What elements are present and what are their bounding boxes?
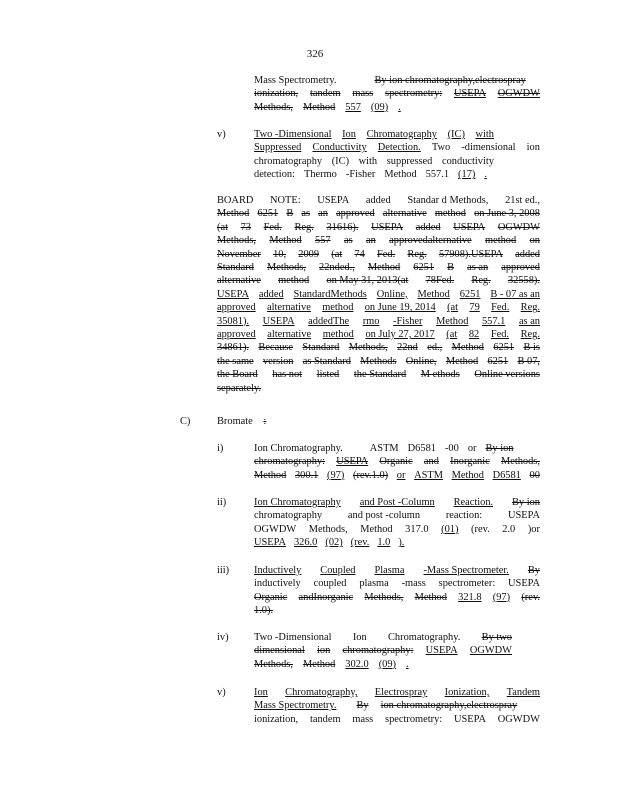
- underlined-text: Method: [436, 315, 469, 327]
- text-run: Chromatography.: [388, 632, 461, 643]
- strikethrough-text: 22nded.,: [319, 262, 355, 274]
- strikethrough-text: ion: [317, 645, 331, 657]
- strikethrough-text: ion chromatography,electrospray: [380, 700, 518, 712]
- underlined-text: 6251: [459, 288, 481, 300]
- text-run: Methods,: [308, 523, 348, 535]
- strikethrough-text: on: [529, 235, 540, 247]
- text-run: Mass Spectrometry.: [254, 75, 337, 86]
- underlined-text: Inductively: [254, 565, 302, 576]
- strikethrough-text: Methods,: [348, 342, 388, 354]
- strikethrough-text: (rev.1.0): [353, 469, 389, 481]
- strikethrough-text: Method: [269, 235, 302, 247]
- underlined-text: .: [406, 658, 409, 670]
- underlined-text: -Fisher: [393, 315, 423, 327]
- strikethrough-text: Method: [302, 101, 336, 113]
- board-note-line: [217, 288, 540, 301]
- underlined-text: 79: [469, 302, 480, 314]
- board-note-line: [217, 274, 540, 287]
- strikethrough-text: Method: [254, 469, 287, 481]
- strikethrough-text: 34861).: [217, 342, 250, 354]
- text-run: OGWDW: [497, 713, 540, 725]
- text-run: mass: [352, 713, 374, 725]
- text-run: -mass: [401, 578, 426, 590]
- section-title: Bromate: [217, 416, 253, 427]
- text-run: Ionization,: [444, 687, 490, 698]
- underlined-text: Reg.: [520, 329, 540, 341]
- strikethrough-text: ionization,: [254, 88, 299, 100]
- strikethrough-text: 00: [529, 469, 540, 481]
- strikethrough-text: as: [301, 208, 311, 220]
- underlined-text: method: [322, 302, 354, 314]
- item-marker: iii): [217, 565, 230, 576]
- strikethrough-text: 32558).: [507, 275, 540, 287]
- strikethrough-text: USEPA: [371, 221, 404, 233]
- underlined-text: B - 07 as an: [490, 288, 540, 300]
- strikethrough-text: 557: [315, 235, 331, 247]
- underlined-text: method: [322, 329, 354, 341]
- text-run: Ion: [254, 687, 268, 698]
- strikethrough-text: By two: [481, 632, 512, 643]
- strikethrough-text: 10,: [273, 248, 287, 260]
- underlined-text: USEPA: [336, 456, 369, 468]
- strikethrough-text: (at: [331, 248, 343, 260]
- board-note-line: [217, 234, 540, 247]
- strikethrough-text: tandem: [309, 88, 341, 100]
- board-note-line: [217, 207, 540, 220]
- text-run: USEPA: [317, 195, 350, 206]
- underlined-text: on June 19, 2014: [364, 302, 436, 314]
- text-run: 317.0: [405, 523, 429, 535]
- strikethrough-text: Method: [217, 208, 250, 220]
- underlined-text: (01): [441, 523, 459, 535]
- text-run: NOTE:: [270, 195, 301, 206]
- board-note-line: [217, 341, 540, 354]
- text-run: 2.0: [502, 523, 516, 535]
- underlined-text: Mass Spectrometry.: [254, 700, 337, 712]
- underlined-text: (97): [492, 591, 511, 603]
- strikethrough-text: Organic: [379, 456, 413, 468]
- board-note-line: [217, 328, 540, 341]
- strikethrough-text: B: [286, 208, 294, 220]
- underlined-text: 35081).: [217, 315, 250, 327]
- text-run: -dimensional: [461, 142, 516, 154]
- strikethrough-text: Method: [302, 658, 336, 670]
- underlined-text: USEPA: [262, 315, 295, 327]
- strikethrough-text: By: [356, 700, 369, 712]
- strikethrough-text: 6251: [257, 208, 279, 220]
- strikethrough-text: approved: [336, 208, 375, 220]
- board-note-line: [217, 221, 540, 234]
- text-run: Electrospray: [374, 687, 428, 698]
- underlined-text: 557.1: [481, 315, 506, 327]
- strikethrough-text: 57908).USEPA: [438, 248, 503, 260]
- strikethrough-text: added: [415, 221, 441, 233]
- section-heading: [217, 415, 266, 428]
- text-run: and post -column: [347, 510, 421, 522]
- list-item-text: [254, 686, 540, 726]
- text-run: plasma: [359, 578, 389, 590]
- text-run: spectrometer:: [438, 578, 496, 590]
- underlined-text: 302.0: [345, 658, 369, 670]
- underlined-text: 1.0: [377, 537, 391, 549]
- strikethrough-text: approved: [501, 262, 540, 274]
- strikethrough-text: By ion: [485, 443, 514, 454]
- item-marker: iv): [217, 632, 229, 643]
- board-note-line: [217, 248, 540, 261]
- strikethrough-text: 78Fed.: [425, 275, 455, 287]
- underlined-text: 557: [345, 101, 361, 113]
- strikethrough-text: USEPA: [453, 221, 486, 233]
- item-marker: ii): [217, 497, 227, 508]
- strikethrough-text: By: [527, 565, 540, 576]
- strikethrough-text: alternative: [217, 275, 261, 287]
- underlined-text: Coupled: [320, 565, 356, 576]
- strikethrough-text: version: [262, 355, 294, 367]
- strikethrough-text: approvedalternative: [389, 235, 472, 247]
- text-run: with: [475, 129, 494, 140]
- underlined-text: (09): [378, 658, 396, 670]
- text-run: Ion: [352, 632, 367, 643]
- strikethrough-text: an: [365, 235, 376, 247]
- strikethrough-text: Method: [414, 591, 447, 603]
- text-run: -00: [444, 443, 459, 454]
- text-run: ion: [526, 142, 540, 154]
- underlined-text: Reaction.: [453, 497, 494, 508]
- strikethrough-text: has not: [272, 369, 303, 381]
- strikethrough-text: Method: [445, 355, 479, 367]
- text-run: Two: [431, 142, 451, 154]
- text-run: Detection.: [377, 142, 421, 154]
- strikethrough-text: andInorganic: [298, 591, 354, 603]
- strikethrough-text: (rev.: [521, 591, 540, 603]
- underlined-text: Reg.: [520, 302, 540, 314]
- text-run: tandem: [309, 713, 341, 725]
- underlined-text: (rev.: [350, 537, 370, 549]
- underlined-text: and Post -Column: [359, 497, 435, 508]
- underlined-text: approved: [217, 302, 256, 314]
- strikethrough-text: Methods: [360, 355, 397, 367]
- strikethrough-text: alternative: [382, 208, 427, 220]
- strikethrough-text: By ion: [511, 497, 540, 508]
- text-run: reaction:: [445, 510, 483, 522]
- underlined-text: added: [258, 288, 284, 300]
- list-item-text: [254, 442, 540, 482]
- strikethrough-text: Methods,: [254, 101, 293, 113]
- text-run: Ion Chromatography.: [254, 443, 343, 454]
- underlined-text: Fed.: [491, 302, 510, 314]
- strikethrough-text: Methods,: [254, 658, 293, 670]
- board-note-line: [217, 194, 540, 207]
- strikethrough-text: Methods,: [217, 235, 256, 247]
- text-run: 557.1: [425, 169, 450, 181]
- underlined-text: approved: [217, 329, 256, 341]
- underlined-text: ).: [398, 537, 405, 549]
- underlined-text: USEPA: [254, 537, 286, 549]
- text-run: Ion: [342, 129, 356, 140]
- text-run: (IC): [331, 155, 350, 167]
- text-run: Tandem: [506, 687, 540, 698]
- text-run: ASTM: [369, 443, 399, 454]
- strikethrough-text: Method: [367, 262, 401, 274]
- strikethrough-text: Online versions: [474, 369, 540, 381]
- text-run: with: [358, 155, 378, 167]
- underlined-text: D6581: [492, 469, 521, 481]
- text-run: spectrometry:: [385, 713, 443, 725]
- strikethrough-text: method: [485, 235, 517, 247]
- strikethrough-text: Fed.: [377, 248, 396, 260]
- text-run: USEPA: [508, 510, 540, 522]
- text-run: Two -Dimensional: [254, 129, 332, 140]
- text-run: 21st ed.,: [505, 195, 540, 206]
- underlined-text: StandardMethods: [293, 288, 367, 300]
- section-marker: C): [180, 416, 191, 427]
- strikethrough-text: Method: [451, 342, 484, 354]
- strikethrough-text: the same: [217, 355, 254, 367]
- text-run: USEPA: [508, 578, 540, 590]
- strikethrough-text: 74: [354, 248, 365, 260]
- text-run: added: [365, 195, 391, 206]
- strikethrough-text: OGWDW: [497, 221, 540, 233]
- strikethrough-text: and: [423, 456, 439, 468]
- strikethrough-text: Online,: [405, 355, 437, 367]
- strikethrough-text: mass: [352, 88, 374, 100]
- strikethrough-text: an: [318, 208, 328, 220]
- item-marker: i): [217, 443, 224, 454]
- underlined-text: 82: [468, 329, 480, 341]
- underlined-text: (at: [447, 302, 459, 314]
- text-run: Thermo: [303, 169, 337, 181]
- strikethrough-text: Fed.: [263, 221, 282, 233]
- text-run: conductivity: [442, 155, 494, 167]
- strikethrough-text: November: [217, 248, 261, 260]
- strikethrough-text: method: [278, 275, 310, 287]
- text-run: detection:: [254, 169, 295, 181]
- underlined-text: .: [398, 101, 401, 113]
- underlined-text: (at: [446, 329, 458, 341]
- underlined-text: (02): [325, 537, 343, 549]
- underlined-text: Fed.: [490, 329, 509, 341]
- strikethrough-text: as an: [467, 262, 489, 274]
- strikethrough-text: 31616).: [326, 221, 359, 233]
- text-run: BOARD: [217, 195, 254, 206]
- strikethrough-text: Standard: [302, 342, 340, 354]
- item-marker: v): [217, 129, 226, 140]
- underlined-text: OGWDW: [469, 645, 512, 657]
- underlined-text: Ion Chromatography: [254, 497, 341, 508]
- underlined-text: (09): [370, 101, 389, 113]
- underlined-text: (17): [458, 169, 476, 181]
- strikethrough-text: Reg.: [471, 275, 491, 287]
- underlined-text: rmo: [362, 315, 380, 327]
- strikethrough-text: Standard: [217, 262, 254, 274]
- strikethrough-text: listed: [316, 369, 340, 381]
- strikethrough-text: 6251: [493, 342, 515, 354]
- strikethrough-text: Reg.: [407, 248, 427, 260]
- underlined-text: Online,: [376, 288, 408, 300]
- strikethrough-text: 2009: [298, 248, 320, 260]
- underlined-text: addedThe: [308, 315, 350, 327]
- text-run: -Fisher: [345, 169, 376, 181]
- strikethrough-text: on June 3, 2008: [474, 208, 540, 220]
- strikethrough-text: the Board: [217, 369, 258, 381]
- strikethrough-text: B: [447, 262, 455, 274]
- continued-paragraph: [254, 74, 540, 114]
- strikethrough-text: By ion chromatography,electrospray: [374, 75, 526, 86]
- underlined-text: Method: [417, 288, 450, 300]
- underlined-text: OGWDW: [497, 88, 540, 100]
- text-run: inductively: [254, 578, 301, 590]
- strikethrough-text: separately.: [217, 382, 262, 394]
- strikethrough-text: Inorganic: [450, 456, 490, 468]
- text-run: Method: [360, 523, 393, 535]
- strikethrough-text: (at: [217, 221, 228, 233]
- strikethrough-text: chromatography:: [254, 456, 325, 468]
- text-run: Chromatography,: [285, 687, 358, 698]
- text-run: (IC): [447, 129, 465, 140]
- underlined-text: Plasma: [374, 565, 405, 576]
- board-note-line: [217, 261, 540, 274]
- strikethrough-text: B 07,: [517, 355, 540, 367]
- strikethrough-text: Organic: [254, 591, 288, 603]
- strikethrough-text: Reg.: [294, 221, 314, 233]
- board-note-line: [217, 368, 540, 381]
- text-run: coupled: [313, 578, 347, 590]
- strikethrough-text: M ethods: [420, 369, 460, 381]
- strikethrough-text: 6251: [487, 355, 509, 367]
- text-run: suppressed: [386, 155, 433, 167]
- text-run: Suppressed: [254, 142, 302, 154]
- underlined-text: on July 27, 2017: [365, 329, 435, 341]
- strikethrough-text: Methods,: [364, 591, 404, 603]
- board-note-line: [217, 315, 540, 328]
- underlined-text: ASTM: [414, 469, 443, 481]
- strikethrough-text: method: [434, 208, 466, 220]
- text-run: )or: [527, 523, 540, 535]
- strikethrough-text: as Standard: [302, 355, 351, 367]
- list-item-text: [254, 128, 540, 182]
- strikethrough-text: Methods,: [267, 262, 306, 274]
- underlined-text: alternative: [267, 302, 311, 314]
- text-run: Chromatography: [366, 129, 437, 140]
- list-item-text: [254, 496, 540, 550]
- strikethrough-text: 73: [240, 221, 251, 233]
- underlined-text: 326.0: [293, 537, 318, 549]
- text-run: chromatography: [254, 155, 323, 167]
- list-item-text: [254, 631, 512, 671]
- underlined-text: as an: [518, 315, 540, 327]
- underlined-text: alternative: [267, 329, 312, 341]
- strikethrough-text: Methods,: [500, 456, 540, 468]
- strikethrough-text: B is: [523, 342, 540, 354]
- strikethrough-text: :: [263, 416, 267, 427]
- list-item-text: [254, 564, 540, 618]
- strikethrough-text: 1.0).: [254, 605, 274, 617]
- board-note-line: [217, 301, 540, 314]
- text-run: USEPA: [454, 713, 486, 725]
- underlined-text: USEPA: [454, 88, 486, 100]
- strikethrough-text: 22nd: [397, 342, 418, 354]
- text-run: (rev.: [471, 523, 490, 535]
- strikethrough-text: as: [343, 235, 353, 247]
- underlined-text: (97): [327, 469, 345, 481]
- text-run: or: [467, 443, 477, 454]
- text-run: D6581: [407, 443, 436, 454]
- strikethrough-text: 6251: [413, 262, 435, 274]
- text-run: OGWDW: [254, 523, 297, 535]
- underlined-text: or: [396, 469, 406, 481]
- text-run: Two -Dimensional: [254, 632, 332, 643]
- text-run: Standar d Methods,: [407, 195, 489, 206]
- underlined-text: Method: [451, 469, 484, 481]
- strikethrough-text: spectrometry:: [385, 88, 443, 100]
- board-note-line: [217, 355, 540, 368]
- strikethrough-text: added: [515, 248, 540, 260]
- underlined-text: USEPA: [425, 645, 458, 657]
- underlined-text: USEPA: [217, 288, 249, 300]
- underlined-text: -Mass Spectrometer.: [423, 565, 509, 576]
- underlined-text: 321.8: [458, 591, 482, 603]
- text-run: Method: [384, 169, 417, 181]
- strikethrough-text: on May 31, 2013(at: [326, 275, 409, 287]
- strikethrough-text: dimensional: [254, 645, 305, 657]
- board-note-line: [217, 382, 540, 395]
- strikethrough-text: chromatography:: [342, 645, 414, 657]
- text-run: ionization,: [254, 713, 299, 725]
- strikethrough-text: ed.,: [427, 342, 443, 354]
- strikethrough-text: Because: [258, 342, 294, 354]
- text-run: chromatography: [254, 510, 323, 522]
- text-run: Conductivity: [312, 142, 367, 154]
- underlined-text: .: [484, 169, 487, 181]
- page-number: 326: [306, 48, 324, 60]
- strikethrough-text: the Standard: [353, 369, 407, 381]
- strikethrough-text: 300.1: [294, 469, 319, 481]
- board-note: [217, 194, 540, 395]
- item-marker: v): [217, 687, 226, 698]
